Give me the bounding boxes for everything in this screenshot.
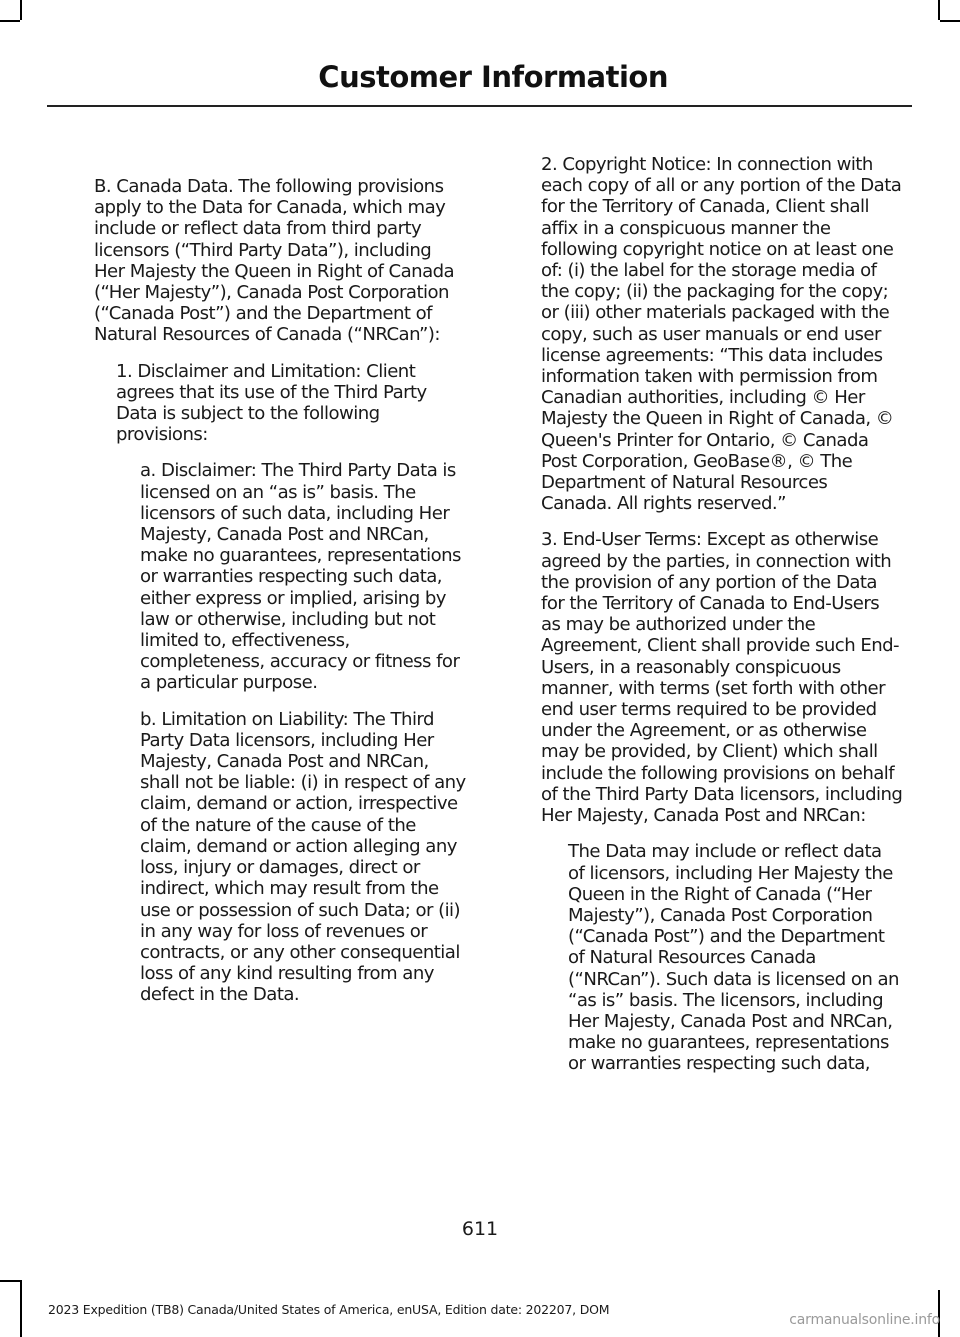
- paragraph-data-licensors: The Data may include or reflect data of licensors, including Her Majesty the Queen in the Right of Canada (“Her Majesty”), Canada Post Corporation (“Canada Post”) and the Department of Natural Resources Canada (“NRCan”). Such data is licensed on an “as is” basis. The licensors, including Her Majesty, Canada Post and NRCan, make no guarantees, representations or warranties respecting such data,: [568, 841, 899, 1075]
- page-title: Customer Information: [318, 60, 668, 94]
- crop-mark: [0, 1280, 20, 1282]
- footer-edition: 2023 Expedition (TB8) Canada/United States of America, enUSA, Edition date: 202207, DOM: [48, 1302, 610, 1317]
- page-number: 611: [461, 1218, 499, 1240]
- crop-mark: [0, 20, 20, 22]
- paragraph-disclaimer: a. Disclaimer: The Third Party Data is licensed on an “as is” basis. The licensors of such data, including Her Majesty, Canada Post and NRCan, make no guarantees, representations or warranties respecting such data, either express or implied, arising by law or otherwise, including but not limited to, effectiveness, completeness, accuracy or fitness for a particular purpose.: [140, 460, 461, 694]
- left-column: [94, 154, 466, 1021]
- paragraph-end-user-terms: 3. End-User Terms: Except as otherwise agreed by the parties, in connection with the provision of any portion of the Data for the Territory of Canada to End-Users as may be authorized under the Agreement, Client shall provide such End-Users, in a reasonably conspicuous manner, with terms (set forth with other end user terms required to be provided under the Agreement, or as otherwise may be provided, by Client) which shall include the following provisions on behalf of the Third Party Data licensors, including Her Majesty, Canada Post and NRCan:: [541, 529, 903, 827]
- paragraph-disclaimer-limitation: 1. Disclaimer and Limitation: Client agrees that its use of the Third Party Data is subject to the following provisions:: [116, 360, 427, 446]
- crop-mark: [938, 0, 940, 20]
- watermark: carmanualsonline.info: [789, 1312, 940, 1328]
- paragraph-copyright-notice: 2. Copyright Notice: In connection with each copy of all or any portion of the Data for the Territory of Canada, Client shall affix in a conspicuous manner the following copyright notice on at least one of: (i) the label for the storage media of the copy; (ii) the packaging for the copy; or (iii) other materials packaged with the copy, such as user manuals or end user license agreements: “This data includes information taken with permission from Canadian authorities, including © Her Majesty the Queen in Right of Canada, © Queen's Printer for Ontario, © Canada Post Corporation, GeoBase®, © The Department of Natural Resources Canada. All rights reserved.”: [541, 154, 902, 515]
- paragraph-canada-data: B. Canada Data. The following provisions apply to the Data for Canada, which may include or reflect data from third party licensors (“Third Party Data”), including Her Majesty the Queen in Right of Canada (“Her Majesty”), Canada Post Corporation (“Canada Post”) and the Department of Natural Resources of Canada (“NRCan”):: [94, 176, 455, 346]
- paragraph-limitation-liability: b. Limitation on Liability: The Third Party Data licensors, including Her Majesty, Canada Post and NRCan, shall not be liable: (i) in respect of any claim, demand or action, irrespective of the nature of the cause of the claim, demand or action alleging any loss, injury or damages, direct or indirect, which may result from the use or possession of such Data; or (ii) in any way for loss of revenues or contracts, or any other consequential loss of any kind resulting from any defect in the Data.: [140, 708, 466, 1006]
- header-divider: [47, 105, 912, 107]
- crop-mark: [940, 20, 960, 22]
- right-column: [541, 154, 903, 1090]
- crop-mark: [20, 0, 22, 20]
- crop-mark: [20, 1280, 22, 1337]
